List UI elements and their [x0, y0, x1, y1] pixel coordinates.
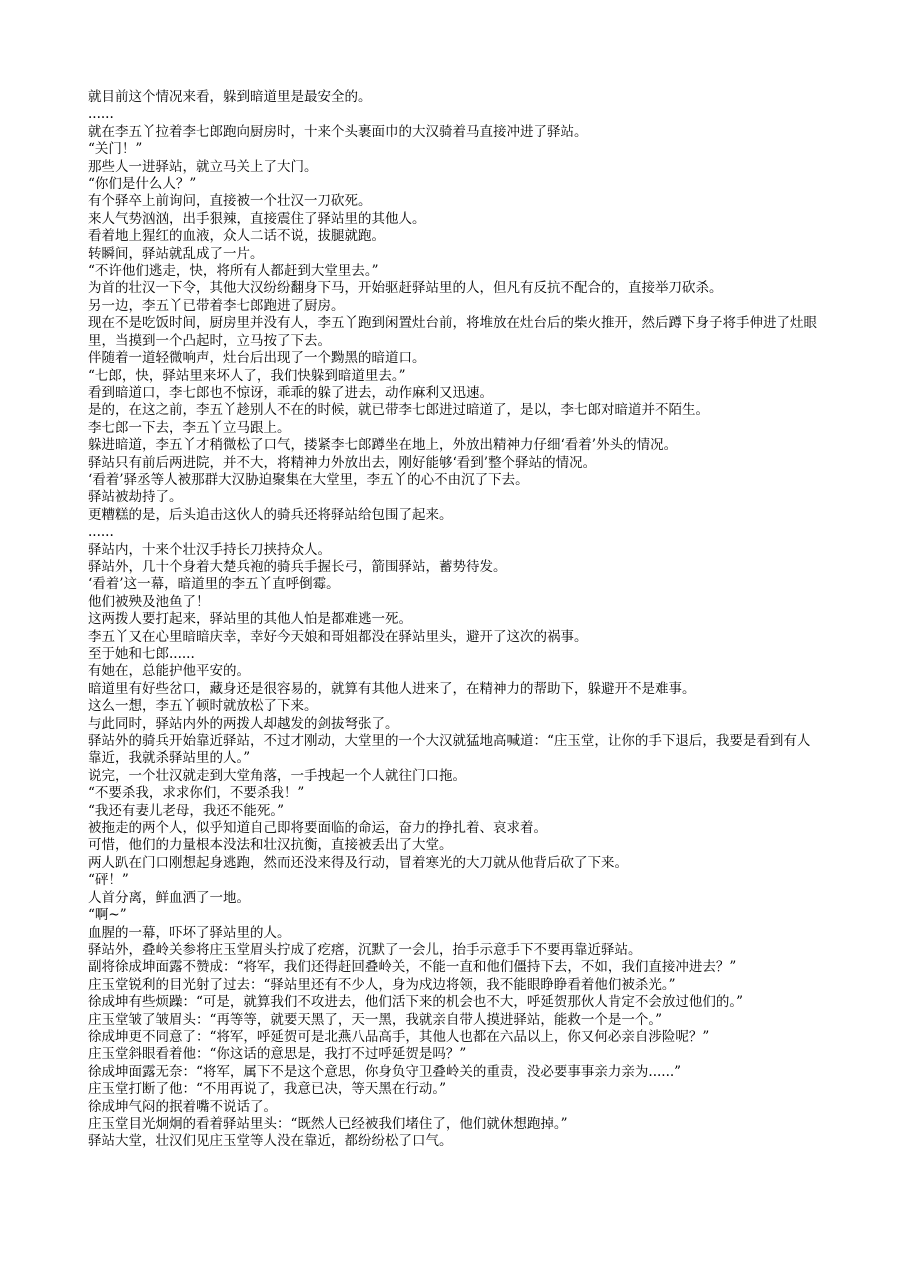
paragraph: 这么一想，李五丫顿时就放松了下来。 — [88, 698, 318, 715]
paragraph: 他们被殃及池鱼了！ — [88, 593, 210, 610]
paragraph: ...... — [88, 524, 114, 541]
paragraph: 徐成坤有些烦躁：“可是，就算我们不攻进去，他们活下来的机会也不大，呼延贺那伙人肯定不会放过他们的。” — [88, 994, 744, 1011]
paragraph: “七郎，快，驿站里来坏人了，我们快躲到暗道里去。” — [88, 367, 406, 384]
paragraph: 徐成坤面露无奈：“将军，属下不是这个意思，你身负守卫叠岭关的重责，没必要事事亲力亲为......” — [88, 1063, 682, 1080]
paragraph: “你们是什么人？” — [88, 176, 197, 193]
paragraph: 有个驿卒上前询问，直接被一个壮汉一刀砍死。 — [88, 193, 372, 210]
paragraph: 转瞬间，驿站就乱成了一片。 — [88, 245, 264, 262]
paragraph: 徐成坤气闷的抿着嘴不说话了。 — [88, 1098, 277, 1115]
paragraph: 可惜，他们的力量根本没法和壮汉抗衡，直接被丢出了大堂。 — [88, 837, 453, 854]
paragraph: 看到暗道口，李七郎也不惊讶，乖乖的躲了进去，动作麻利又迅速。 — [88, 384, 493, 401]
paragraph: “不要杀我，求求你们，不要杀我！” — [88, 785, 305, 802]
paragraph: “不许他们逃走，快，将所有人都赶到大堂里去。” — [88, 263, 379, 280]
paragraph: 李七郎一下去，李五丫立马跟上。 — [88, 419, 291, 436]
paragraph: 庄玉堂锐利的目光射了过去：“驿站里还有不少人，身为戍边将领，我不能眼睁睁看着他们被杀光。” — [88, 976, 676, 993]
paragraph: 徐成坤更不同意了：“将军，呼延贺可是北燕八品高手，其他人也都在六品以上，你又何必亲自涉险呢？” — [88, 1028, 710, 1045]
paragraph: 那些人一进驿站，就立马关上了大门。 — [88, 158, 318, 175]
paragraph: 人首分离，鲜血洒了一地。 — [88, 889, 250, 906]
paragraph: 驿站被劫持了。 — [88, 489, 183, 506]
paragraph: “啊~” — [88, 907, 127, 924]
paragraph: 另一边，李五丫已带着李七郎跑进了厨房。 — [88, 297, 345, 314]
paragraph: 伴随着一道轻微响声，灶台后出现了一个黝黑的暗道口。 — [88, 350, 426, 367]
paragraph: 庄玉堂皱了皱眉头：“再等等，就要天黑了，天一黑，我就亲自带人摸进驿站，能救一个是一个。” — [88, 1011, 663, 1028]
paragraph: 副将徐成坤面露不赞成：“将军，我们还得赶回叠岭关，不能一直和他们僵持下去，不如，我们直接冲进去？” — [88, 959, 737, 976]
paragraph: ‘看着’驿丞等人被那群大汉胁迫聚集在大堂里，李五丫的心不由沉了下去。 — [88, 471, 529, 488]
paragraph: 更糟糕的是，后头追击这伙人的骑兵还将驿站给包围了起来。 — [88, 506, 453, 523]
paragraph: 庄玉堂打断了他：“不用再说了，我意已决，等天黑在行动。” — [88, 1081, 447, 1098]
paragraph: 至于她和七郎...... — [88, 646, 195, 662]
paragraph: 驿站外的骑兵开始靠近驿站，不过才刚动，大堂里的一个大汉就猛地高喊道：“庄玉堂，让你的手下退后，我要是看到有人靠近，我就杀驿站里的人。” — [88, 733, 811, 767]
paragraph: 血腥的一幕，吓坏了驿站里的人。 — [88, 924, 291, 941]
paragraph: 躲进暗道，李五丫才稍微松了口气，搂紧李七郎蹲坐在地上，外放出精神力仔细‘看着’外头的情况。 — [88, 437, 678, 454]
paragraph: 庄玉堂目光炯炯的看着驿站里头：“既然人已经被我们堵住了，他们就休想跑掉。” — [88, 1115, 568, 1132]
paragraph: “关门！” — [88, 141, 143, 158]
paragraph: 驿站只有前后两进院，并不大，将精神力外放出去，刚好能够‘看到’整个驿站的情况。 — [88, 454, 597, 471]
paragraph: 驿站外，几十个身着大楚兵袍的骑兵手握长弓，箭围驿站，蓄势待发。 — [88, 558, 507, 575]
paragraph: 就在李五丫拉着李七郎跑向厨房时，十来个头裹面巾的大汉骑着马直接冲进了驿站。 — [88, 123, 588, 140]
paragraph: 说完，一个壮汉就走到大堂角落，一手拽起一个人就往门口拖。 — [88, 767, 466, 784]
paragraph: 被拖走的两个人，似乎知道自己即将要面临的命运，奋力的挣扎着、哀求着。 — [88, 820, 547, 837]
paragraph: 来人气势汹汹，出手狠辣，直接震住了驿站里的其他人。 — [88, 210, 426, 227]
paragraph: 为首的壮汉一下令，其他大汉纷纷翻身下马，开始驱赶驿站里的人，但凡有反抗不配合的，直接举刀砍杀。 — [88, 280, 723, 297]
document-page — [88, 89, 821, 1151]
paragraph: 就目前这个情况来看，躲到暗道里是最安全的。 — [88, 89, 372, 105]
paragraph: 看着地上猩红的血液，众人二话不说，拔腿就跑。 — [88, 228, 385, 245]
paragraph: 庄玉堂斜眼看着他：“你这话的意思是，我打不过呼延贺是吗？” — [88, 1046, 467, 1063]
paragraph: 与此同时，驿站内外的两拨人却越发的剑拔弩张了。 — [88, 715, 399, 732]
paragraph: 是的，在这之前，李五丫趁别人不在的时候，就已带李七郎进过暗道了，是以，李七郎对暗道并不陌生。 — [88, 402, 709, 419]
paragraph: 暗道里有好些岔口，藏身还是很容易的，就算有其他人进来了，在精神力的帮助下，躲避开不是难事。 — [88, 680, 696, 697]
paragraph: 驿站大堂，壮汉们见庄玉堂等人没在靠近，都纷纷松了口气。 — [88, 1133, 453, 1150]
paragraph: ‘看着’这一幕，暗道里的李五丫直呼倒霉。 — [88, 576, 340, 593]
paragraph: 这两拨人要打起来，驿站里的其他人怕是都难逃一死。 — [88, 611, 412, 628]
paragraph: 有她在，总能护他平安的。 — [88, 663, 250, 680]
paragraph: 现在不是吃饭时间，厨房里并没有人，李五丫跑到闲置灶台前，将堆放在灶台后的柴火推开，然后蹲下身子将手伸进了灶眼里，当摸到一个凸起时，立马按了下去。 — [88, 315, 817, 349]
paragraph: ...... — [88, 106, 114, 123]
paragraph: 驿站内，十来个壮汉手持长刀挟持众人。 — [88, 541, 331, 558]
paragraph: “我还有妻儿老母，我还不能死。” — [88, 802, 285, 819]
paragraph: “砰！” — [88, 872, 129, 889]
paragraph: 李五丫又在心里暗暗庆幸，幸好今天娘和哥姐都没在驿站里头，避开了这次的祸事。 — [88, 628, 588, 645]
paragraph: 驿站外，叠岭关参将庄玉堂眉头拧成了疙瘩，沉默了一会儿，抬手示意手下不要再靠近驿站。 — [88, 941, 642, 958]
paragraph: 两人趴在门口刚想起身逃跑，然而还没来得及行动，冒着寒光的大刀就从他背后砍了下来。 — [88, 854, 628, 871]
